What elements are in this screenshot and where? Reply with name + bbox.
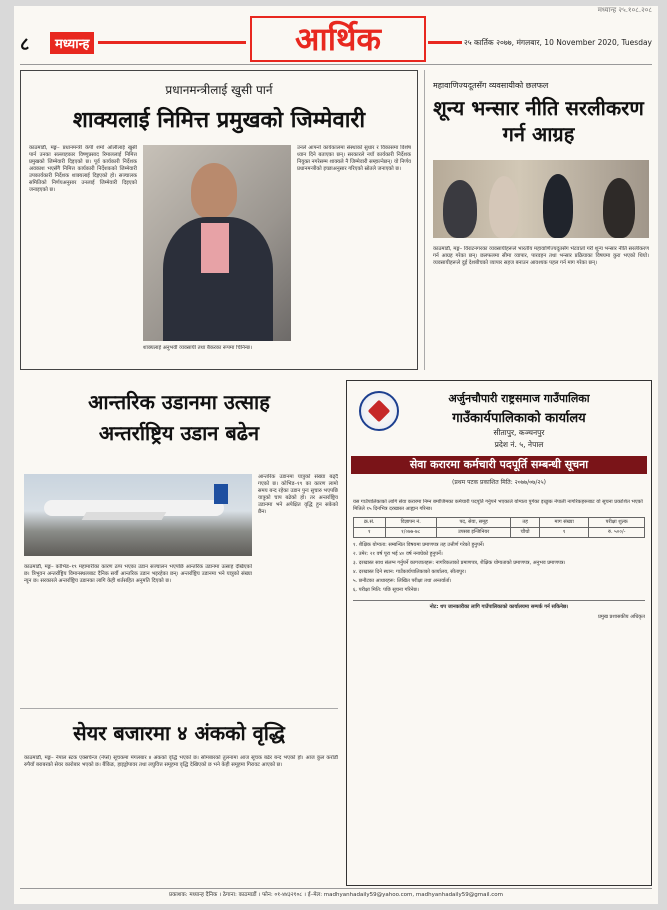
story3-text-left: काठमाडौं, मङ्ग– कोभिड–१९ महामारीका कारण ठप्प भएका उडान सञ्चालन भएपछि आन्तरिक उडानमा उत्साह देखिएको छ। त्रिभुवन अन्तर्राष्ट्रिय विमानस्थलबाट दैनिक सयौं आन्तरिक उडान भइरहेका छन्। अन्तर्राष्ट्रिय उडानमा भने यात्रुको संख्या न्यून छ। सरकारले अन्तर्राष्ट्रिय उडानका लागि केही शर्तसहित अनुमति दिएको छ।: [24, 564, 252, 584]
notice-office: गाउँकार्यपालिकाको कार्यालय: [452, 411, 586, 426]
story1-caption: शाक्यलाई अनुभवी व्यवसायी तथा बैंकरका रूपमा चिनिन्छ।: [143, 345, 252, 351]
notice-intro: यस गाउँपालिकाको लागि सेवा करारमा निम्न बमोजिमका कर्मचारी पदपूर्ति गर्नुपर्ने भएकाले योग्यता पुगेका इच्छुक नेपाली नागरिकहरूबाट यो सूचना प्रकाशित भएको मितिले १५ दिनभित्र दरखास्त आह्वान गरिन्छ।: [353, 499, 643, 512]
story2-kicker: महावाणिज्यदूतसँग व्यवसायीको छलफल: [433, 81, 549, 90]
notice-item: ६. परीक्षा मिति: पछि सूचना गरिनेछ।: [353, 587, 419, 593]
story1-photo: [143, 145, 291, 341]
notice-footer-note: नोट: थप जानकारीका लागि गाउँपालिकाको कार्यालयमा सम्पर्क गर्न सकिनेछ।: [353, 600, 645, 611]
table-header: पद, सेवा, समूह: [436, 518, 510, 528]
recruitment-notice: [346, 380, 652, 886]
issue-date: २५ कार्तिक २०७७, मंगलबार, 10 November 2020, Tuesday: [463, 38, 652, 47]
table-header: परीक्षा शुल्क: [589, 518, 645, 528]
story-acting-chief: [20, 70, 418, 370]
airplane-tail-shape: [214, 484, 228, 504]
notice-item: १. शैक्षिक योग्यता: सम्बन्धित विषयमा प्रमाणपत्र तह उत्तीर्ण गरेको हुनुपर्ने।: [353, 542, 485, 548]
notice-body: [353, 499, 645, 879]
story1-headline: शाक्यलाई निमित्त प्रमुखको जिम्मेवारी: [72, 108, 366, 133]
story-zero-customs: [424, 70, 652, 370]
notice-item: २. उमेर: २१ वर्ष पूरा भई ४० वर्ष ननाघेको हुनुपर्ने।: [353, 551, 443, 557]
story4-headline: सेयर बजारमा ४ अंकको वृद्धि: [73, 721, 285, 745]
table-cell: १: [354, 528, 386, 538]
story3-headline-line1: आन्तरिक उडानमा उत्साह: [88, 390, 270, 414]
vacancy-table: [353, 517, 645, 538]
story1-body: [29, 145, 409, 363]
person-shape: [543, 174, 573, 238]
table-cell: चौथो: [511, 528, 540, 538]
brand-logo: मध्यान्ह: [50, 32, 94, 54]
notice-province: प्रदेश नं. ५, नेपाल: [494, 440, 544, 449]
story3-headline-line2: अन्तर्राष्ट्रिय उडान बढेन: [98, 421, 260, 445]
story2-text: काठमाडौं, मङ्ग– विराटनगरका व्यवसायीहरूले भारतीय महावाणिज्यदूतसँग भेटवार्ता गरी शून्य भन्सार नीति सरलीकरण गर्न आग्रह गरेका छन्। छलफलमा सीमा व्यापार, पारवहन तथा भन्सार प्रक्रियाका विषयमा कुरा भएको थियो। व्यवसायीहरूले दुई देशबीचको व्यापार सहज बनाउन आवश्यक पहल गर्न माग गरेका छन्।: [433, 246, 649, 266]
person-shape: [443, 180, 477, 238]
top-strip: मध्यान्ह २५.१०८.२०८: [597, 6, 652, 14]
notice-item: ३. दरखास्त साथ संलग्न गर्नुपर्ने कागजातहरू: नागरिकताको प्रमाणपत्र, शैक्षिक योग्यताको प्रमाणपत्र, अनुभव प्रमाणपत्र।: [353, 560, 566, 566]
government-emblem-icon: [359, 391, 399, 431]
table-cell: १/०७७-७८: [385, 528, 436, 538]
table-cell: १: [539, 528, 589, 538]
notice-item: ४. दरखास्त दिने स्थान: गाउँकार्यपालिकाको कार्यालय, सीतापुर।: [353, 569, 466, 575]
table-cell: उपसब इन्जिनियर: [436, 528, 510, 538]
story1-kicker: प्रधानमन्त्रीलाई खुसी पार्न: [165, 83, 273, 97]
story2-photo: [433, 160, 649, 238]
page-number: ८: [20, 34, 30, 55]
masthead-rule-left: [98, 41, 246, 44]
story1-text-right: उनले आफ्नो कार्यकालमा संस्थाको सुधार र विकासमा विशेष ध्यान दिने बताएका छन्। सरकारले नयाँ कार्यकारी निर्देशक नियुक्त नगरेसम्म शाक्यले नै जिम्मेवारी सम्हाल्नेछन्। यो निर्णय प्रधानमन्त्रीको इच्छाअनुसार गरिएको स्रोतले जनाएको छ।: [297, 145, 411, 172]
notice-item: ५. छनौटका आधारहरू: लिखित परीक्षा तथा अन्तर्वार्ता।: [353, 578, 452, 584]
header-divider: [20, 64, 652, 65]
table-cell: रु. ५००/-: [589, 528, 645, 538]
notice-signatory: प्रमुख प्रशासकीय अधिकृत: [598, 614, 645, 620]
notice-title-bar: सेवा करारमा कर्मचारी पदपूर्ति सम्बन्धी सूचना: [351, 456, 647, 474]
masthead-rule-right: [428, 41, 462, 44]
section-title: आर्थिक: [250, 16, 426, 62]
story1-text-left: काठमाडौं, मङ्ग– प्रधानमन्त्री केपी शर्मा ओलीलाई खुसी पार्न उनका सल्लाहकार विष्णुप्रसाद रिमाललाई निमित्त प्रमुखको जिम्मेवारी दिइएको छ। पूर्व कार्यकारी निर्देशक अवकाश भएसँगै निमित्त कार्यकारी निर्देशकको जिम्मेवारी उपकार्यकारी निर्देशक शाक्यलाई दिइएको हो। सञ्चालक समितिको निर्णयअनुसार उनलाई जिम्मेवारी दिइएको जनाइएको छ।: [29, 145, 137, 193]
story-domestic-flights: [20, 376, 338, 704]
person-head-shape: [191, 163, 237, 219]
story3-airplane-photo: [24, 474, 252, 556]
notice-publish-date: (प्रथम पटक प्रकाशित मिति: २०७७/०७/२५): [452, 479, 546, 486]
table-header: माग संख्या: [539, 518, 589, 528]
story3-text-right: आन्तरिक उडानमा यात्रुको संख्या बढ्दै गएको छ। कोभिड–१९ का कारण लामो समय बन्द रहेका उडान पुनः सुचारु भएपछि यात्रुको चाप बढेको हो। तर अन्तर्राष्ट्रिय उडानमा भने अपेक्षित वृद्धि हुन सकेको छैन।: [258, 474, 338, 515]
story-share-market: [20, 708, 338, 886]
newspaper-page: [14, 6, 658, 904]
notice-location: सीतापुर, कञ्चनपुर: [493, 428, 545, 437]
person-shirt-shape: [201, 223, 229, 273]
story2-headline: शून्य भन्सार नीति सरलीकरण गर्न आग्रह: [433, 96, 644, 146]
page-footer: प्रकाशक: मध्यान्ह दैनिक । ठेगाना: काठमाडौं । फोन: ०१-४४३२१०८ । ई–मेल: madhyanhadaily59@yahoo.com, madhyanhadaily59@gmail.com: [20, 888, 652, 900]
person-shape: [603, 178, 635, 238]
masthead: [20, 16, 652, 62]
table-header: क्र.सं.: [354, 518, 386, 528]
airplane-wing-shape: [82, 512, 167, 520]
person-shape: [489, 176, 519, 238]
table-header: तह: [511, 518, 540, 528]
table-header-row: [354, 518, 645, 528]
story4-text: काठमाडौं, मङ्ग– नेपाल स्टक एक्सचेन्ज (नेप्से) सूचकमा मंगलबार ४ अंकको वृद्धि भएको छ। सोमबारको तुलनामा आज सूचक बढेर बन्द भएको हो। आज कुल करोडौं रुपैयाँ बराबरको सेयर कारोबार भएको छ। बैंकिङ, हाइड्रोपावर तथा लघुवित्त समूहमा वृद्धि देखिएको छ भने केही समूहमा गिरावट आएको छ।: [24, 755, 338, 768]
table-row: [354, 528, 645, 538]
table-header: विज्ञापन नं.: [385, 518, 436, 528]
notice-municipality: अर्जुनचौपारी राष्ट्रसमाज गाउँपालिका: [448, 392, 590, 405]
